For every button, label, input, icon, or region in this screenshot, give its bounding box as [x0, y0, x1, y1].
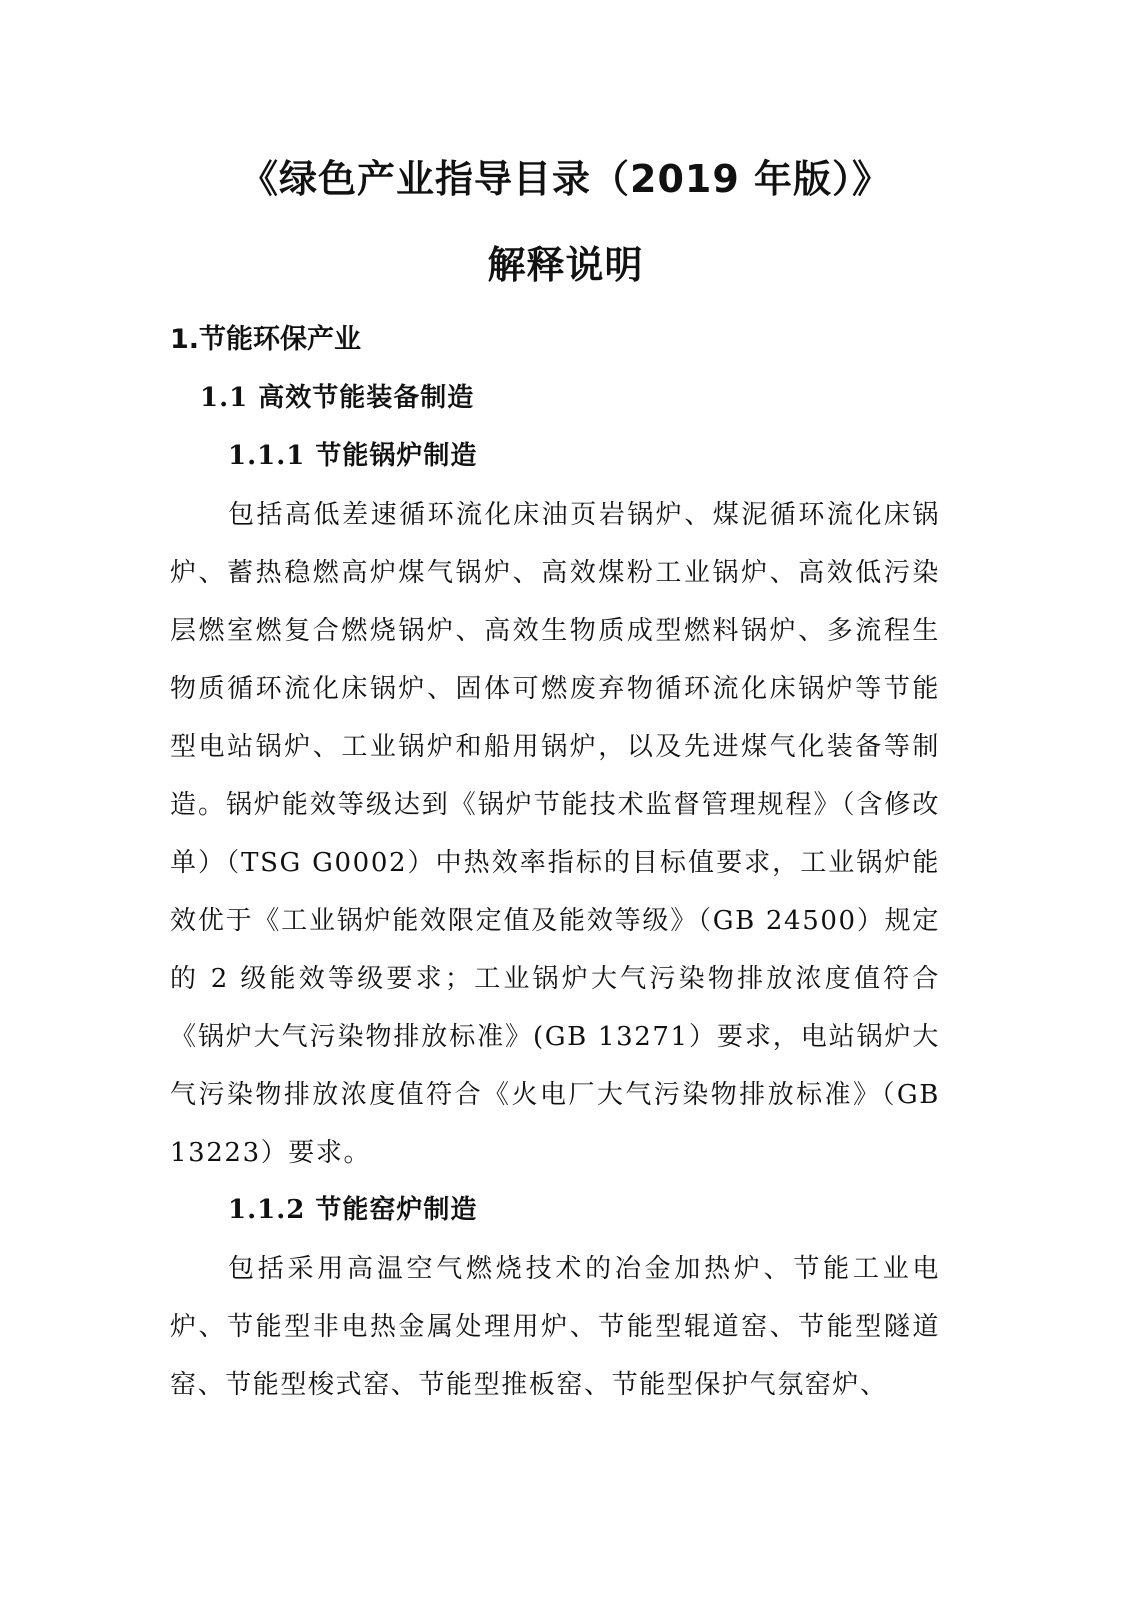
item-heading-kiln: 1.1.2 节能窑炉制造 [228, 1195, 478, 1225]
subsection-heading: 1.1 高效节能装备制造 [200, 383, 475, 413]
item-heading-boiler: 1.1.1 节能锅炉制造 [228, 441, 478, 471]
document-subtitle: 解释说明 [487, 243, 644, 287]
section-heading: 1.节能环保产业 [170, 324, 362, 355]
document-title: 《绿色产业指导目录（2019 年版）》 [240, 157, 891, 201]
item-paragraph-kiln: 包括采用高温空气燃烧技术的冶金加热炉、节能工业电炉、节能型非电热金属处理用炉、节能型辊道窑、节能型隧道窑、节能型梭式窑、节能型推板窑、节能型保护气氛窑炉、 [170, 1254, 940, 1400]
item-paragraph-boiler: 包括高低差速循环流化床油页岩锅炉、煤泥循环流化床锅炉、蓄热稳燃高炉煤气锅炉、高效煤粉工业锅炉、高效低污染层燃室燃复合燃烧锅炉、高效生物质成型燃料锅炉、多流程生物质循环流化床锅炉、固体可燃废弃物循环流化床锅炉等节能型电站锅炉、工业锅炉和船用锅炉，以及先进煤气化装备等制造。锅炉能效等级达到《锅炉节能技术监督管理规程》（含修改单）（TSG G0002）中热效率指标的目标值要求，工业锅炉能效优于《工业锅炉能效限定值及能效等级》（GB 24500）规定的 2 级能效等级要求；工业锅炉大气污染物排放浓度值符合《锅炉大气污染物排放标准》(GB 13271）要求，电站锅炉大气污染物排放浓度值符合《火电厂大气污染物排放标准》（GB 13223）要求。 [170, 500, 940, 1168]
